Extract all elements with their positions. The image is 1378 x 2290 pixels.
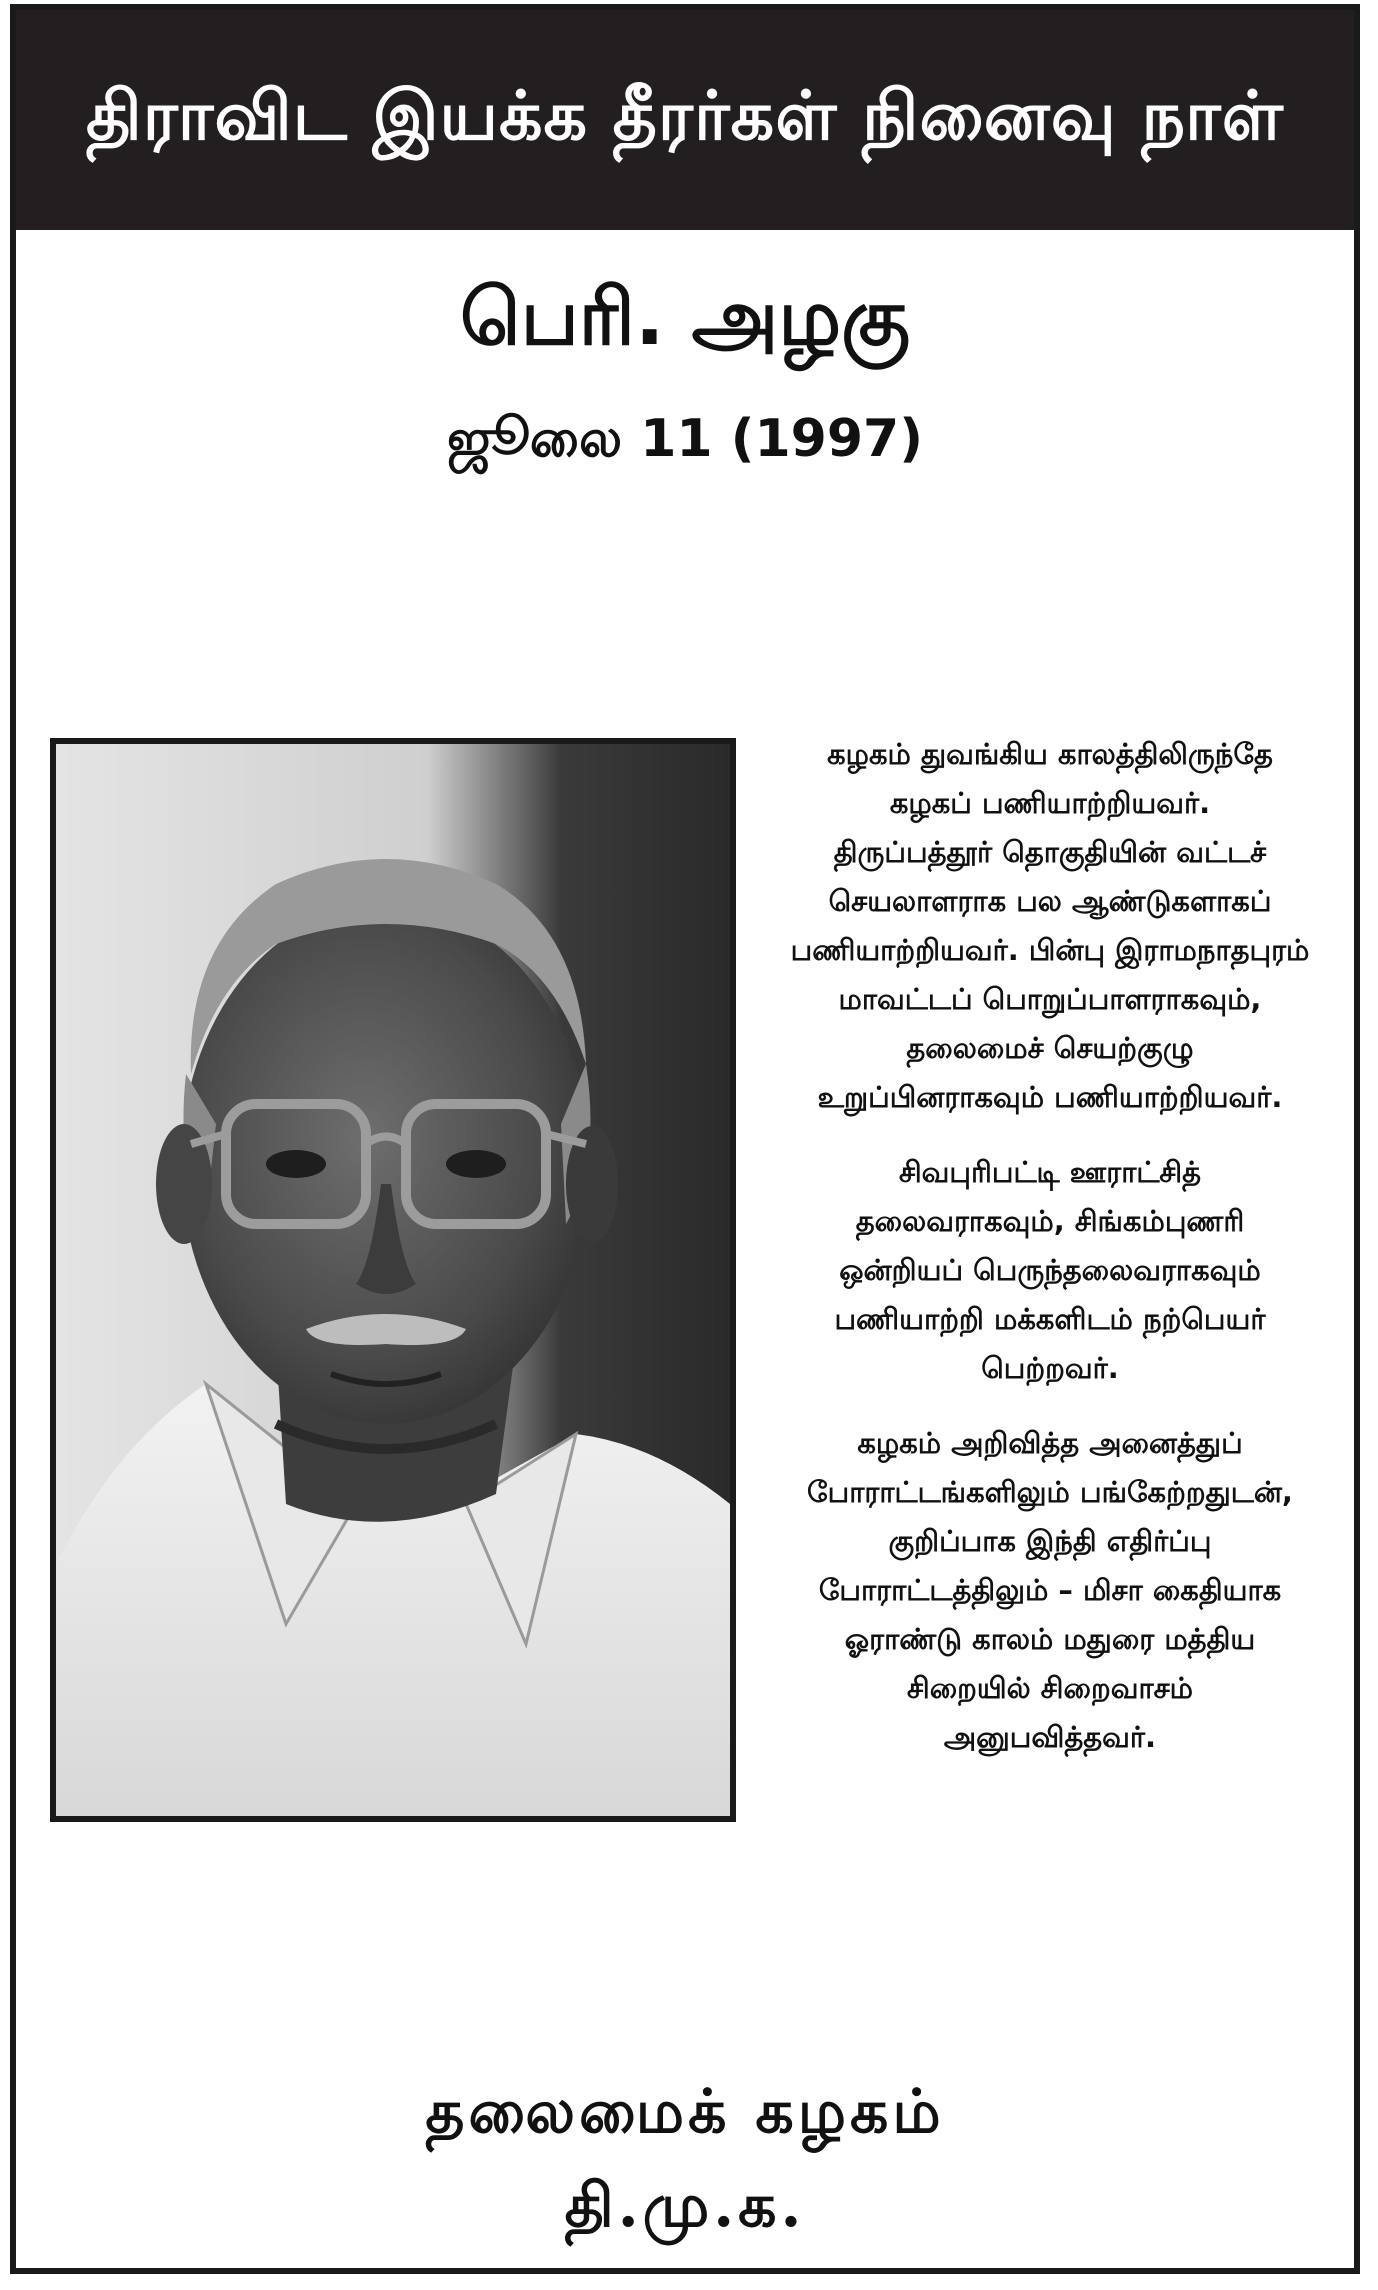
memorial-notice: [10, 4, 1360, 2274]
bio-line: திருப்பத்தூர் தொகுதியின் வட்டச்: [833, 835, 1267, 869]
bio-line: சிவபுரிபட்டி ஊராட்சித்: [898, 1155, 1202, 1189]
bio-line: அனுபவித்தவர்.: [943, 1720, 1157, 1754]
bio-line: குறிப்பாக இந்தி எதிர்ப்பு: [888, 1524, 1212, 1558]
bio-line: பணியாற்றி மக்களிடம் நற்பெயர்: [834, 1302, 1266, 1336]
memorial-date: ஜூலை 11 (1997): [447, 409, 923, 469]
bio-line: போராட்டங்களிலும் பங்கேற்றதுடன்,: [807, 1475, 1293, 1509]
banner-title: திராவிட இயக்க தீரர்கள் நினைவு நாள்: [86, 75, 1284, 156]
bio-line: செயலாளராக பல ஆண்டுகளாகப்: [828, 884, 1272, 918]
signature-party: தி.மு.க.: [564, 2171, 806, 2241]
bio-line: மாவட்டப் பொறுப்பாளராகவும்,: [838, 982, 1262, 1016]
bio-line: தலைமைச் செயற்குழு: [906, 1031, 1194, 1065]
bio-line: உறுப்பினராகவும் பணியாற்றியவர்.: [817, 1080, 1283, 1114]
portrait-image: [56, 744, 730, 1816]
header-banner: [16, 10, 1354, 230]
bio-line: பணியாற்றியவர். பின்பு இராமநாதபுரம்: [790, 933, 1310, 967]
bio-line: போராட்டத்திலும் – மிசா கைதியாக: [818, 1573, 1282, 1607]
bio-line: ஒன்றியப் பெருந்தலைவராகவும்: [839, 1253, 1261, 1287]
bio-line: ஓராண்டு காலம் மதுரை மத்திய: [844, 1622, 1256, 1656]
signature-organization: தலைமைக் கழகம்: [425, 2077, 945, 2147]
bio-line: தலைவராகவும், சிங்கம்புணரி: [855, 1204, 1245, 1238]
biography: [748, 730, 1352, 1788]
portrait-photo: [50, 738, 736, 1822]
bio-paragraph-2: [748, 1148, 1352, 1393]
bio-line: கழகம் அறிவித்த அனைத்துப்: [857, 1426, 1243, 1460]
person-name: பெரி. அழகு: [460, 273, 910, 363]
bio-line: சிறையில் சிறைவாசம்: [906, 1671, 1194, 1705]
bio-line: கழகம் துவங்கிய காலத்திலிருந்தே: [827, 737, 1273, 771]
bio-line: பெற்றவர்.: [981, 1351, 1119, 1385]
bio-line: கழகப் பணியாற்றியவர்.: [889, 786, 1211, 820]
bio-paragraph-3: [748, 1419, 1352, 1762]
bio-paragraph-1: [748, 730, 1352, 1122]
